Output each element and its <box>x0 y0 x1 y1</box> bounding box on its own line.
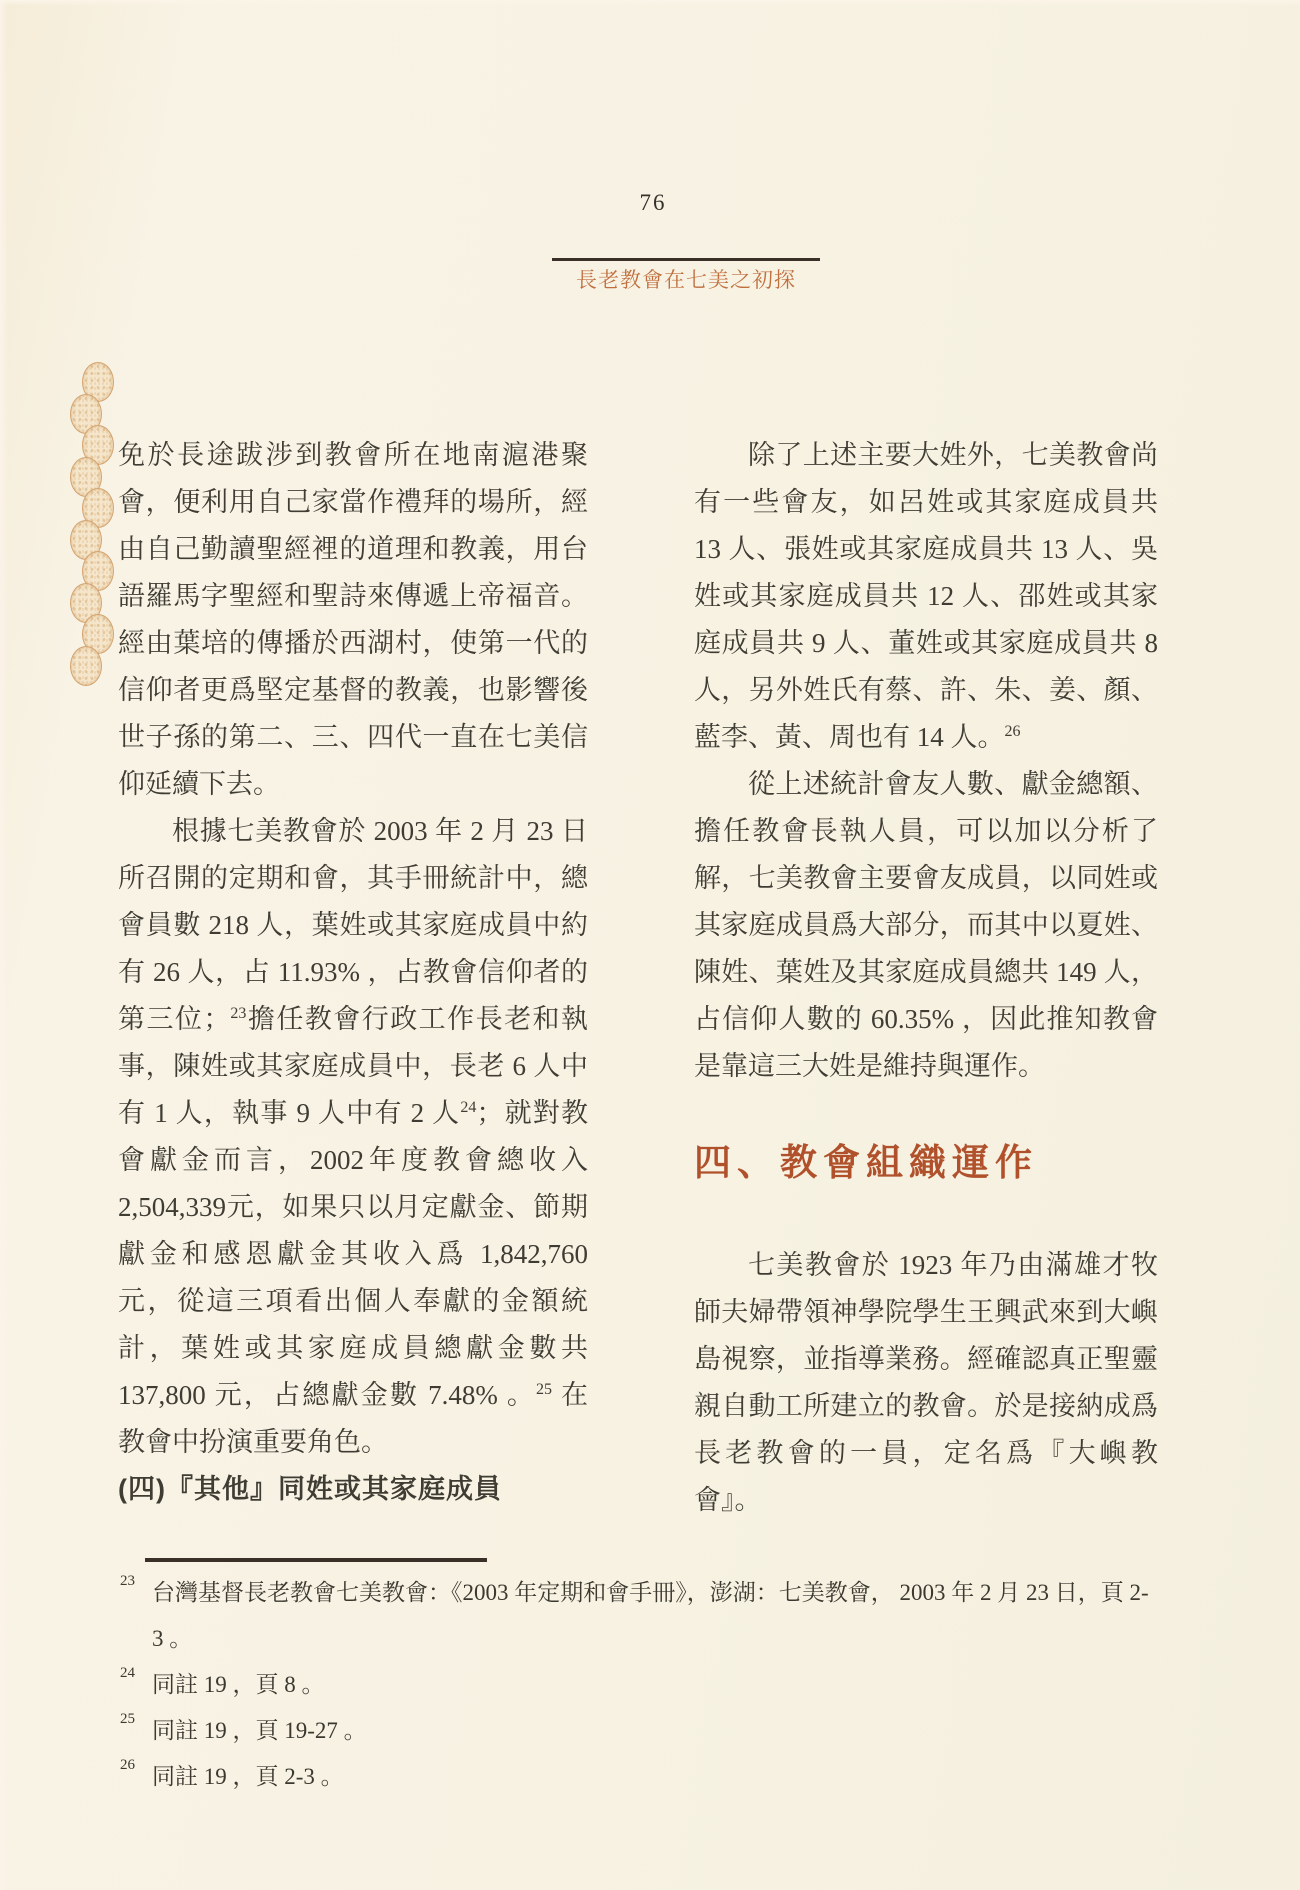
footnote-text: 台灣基督長老教會七美教會：《2003 年定期和會手冊》，澎湖：七美教會， 2003 年 2 月 23 日，頁 2- <box>152 1580 1149 1605</box>
footnote-text: 3 。 <box>152 1626 193 1651</box>
paragraph: 免於長途跋涉到教會所在地南滬港聚會，便利用自己家當作禮拜的場所，經由自己勤讀聖經裡的道理和教義，用台語羅馬字聖經和聖詩來傳遞上帝福音。經由葉培的傳播於西湖村，使第一代的信仰者更爲堅定基督的教義，也影響後世子孫的第二、三、四代一直在七美信仰延續下去。 <box>118 440 588 799</box>
page-edge-shading-top <box>0 0 1300 6</box>
running-header <box>552 258 820 294</box>
left-column <box>118 432 588 1513</box>
paragraph: 根據七美教會於 2003 年 2 月 23 日所召開的定期和會，其手冊統計中，總會員數 218 人，葉姓或其家庭成員中約有 26 人，占 11.93% ，占教會信仰者的第三位；$^{23}$擔任教會行政工作長老和執事，陳姓或其家庭成員中，長老 6 人中有 1 人，執事 9 人中有 2 人$^{24}$；就對教會獻金而言，2002年度教會總收入2,504,339元，如果只以月定獻金、節期獻金和感恩獻金其收入爲 1,842,760 元，從這三項看出個人奉獻的金額統計，葉姓或其家庭成員總獻金數共 137,800 元，占總獻金數 7.48% 。$^{25}$ 在教會中扮演重要角色。 <box>118 816 589 1457</box>
ornament-seal-icon <box>70 646 102 686</box>
footnote-number: 25 <box>120 1711 135 1727</box>
footnote-ref: 26 <box>1004 723 1021 740</box>
section-heading: 四、教會組織運作 <box>694 1143 1038 1184</box>
paragraph: 從上述統計會友人數、獻金總額、擔任教會長執人員，可以加以分析了解，七美教會主要會友成員，以同姓或其家庭成員爲大部分，而其中以夏姓、陳姓、葉姓及其家庭成員總共 149 人，占信仰人數的 60.35% ，因此推知教會是靠這三大姓是維持與運作。 <box>694 769 1158 1081</box>
footnote-number: 23 <box>120 1573 135 1589</box>
header-rule <box>552 258 820 261</box>
footnote-ref: 24 <box>460 1099 477 1116</box>
footnote <box>118 1708 1198 1754</box>
footnote-separator <box>145 1558 487 1562</box>
footnote-text: 同註 19 ，頁 2-3 。 <box>152 1764 344 1789</box>
footnote-number: 24 <box>120 1665 135 1681</box>
footnote <box>118 1570 1198 1662</box>
footnote-number: 26 <box>120 1757 135 1773</box>
footnote-text: 同註 19 ，頁 19-27 。 <box>152 1718 367 1743</box>
footnote <box>118 1662 1198 1708</box>
footnote-text: 同註 19 ，頁 8 。 <box>152 1672 325 1697</box>
footnote-ref: 25 <box>536 1381 553 1398</box>
ornament-chain <box>70 362 118 692</box>
page-number: 76 <box>639 190 667 215</box>
right-column <box>694 432 1158 1524</box>
page-edge-shading-left <box>0 0 8 1890</box>
paragraph: 七美教會於 1923 年乃由滿雄才牧師夫婦帶領神學院學生王興武來到大嶼島視察，並指導業務。經確認真正聖靈親自動工所建立的教會。於是接納成爲長老教會的一員，定名爲『大嶼教會』。 <box>694 1250 1158 1515</box>
footnotes <box>118 1570 1198 1800</box>
paragraph: 除了上述主要大姓外，七美教會尚有一些會友，如呂姓或其家庭成員共 13 人、張姓或其家庭成員共 13 人、吳姓或其家庭成員共 12 人、邵姓或其家庭成員共 9 人、董姓或其家庭成員共 8 人，另外姓氏有蔡、許、朱、姜、顏、藍李、黃、周也有 14 人。$^{26}$ <box>694 440 1158 752</box>
subsection-heading: (四)『其他』同姓或其家庭成員 <box>118 1474 502 1504</box>
running-header-title: 長老教會在七美之初探 <box>576 268 796 292</box>
footnote <box>118 1754 1198 1800</box>
footnote-ref: 23 <box>230 1005 247 1022</box>
